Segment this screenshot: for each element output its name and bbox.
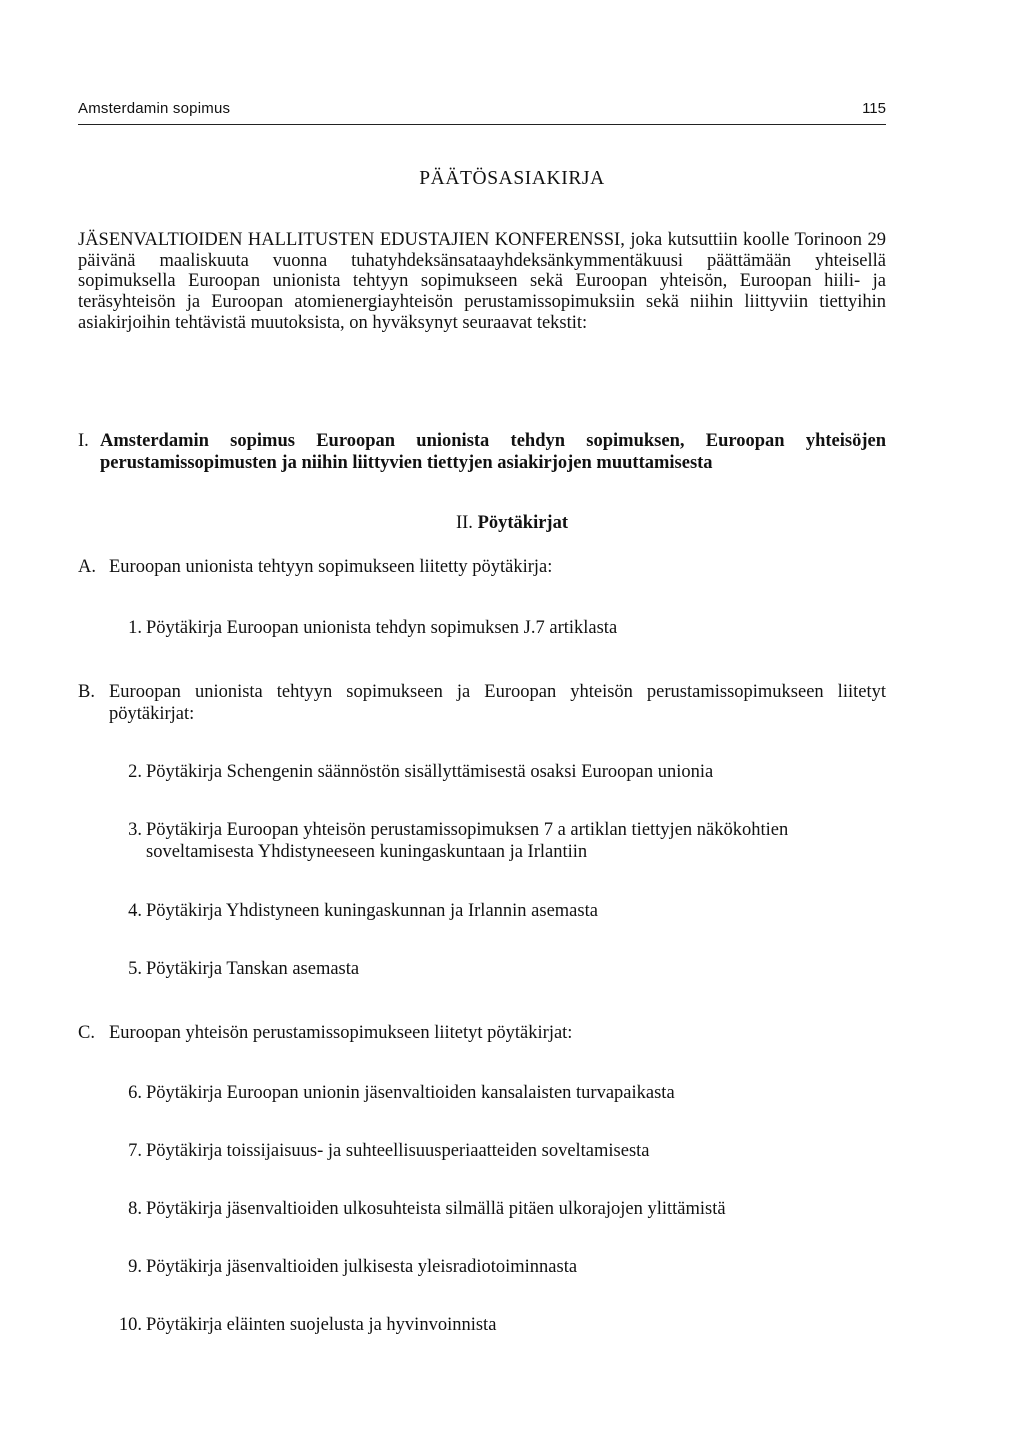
section-i bbox=[78, 430, 886, 474]
section-ii-number: II. bbox=[455, 513, 473, 533]
group-text: Euroopan unionista tehtyyn sopimukseen ja Euroopan yhteisön perustamissopimukseen liitetyt pöytäkirjat: bbox=[109, 682, 886, 724]
list-item-1 bbox=[110, 617, 886, 639]
item-text: Pöytäkirja Euroopan yhteisön perustamissopimuksen 7 a artiklan tiettyjen näkökohtien soveltamisesta Yhdistyneeseen kuningaskuntaan ja Irlantiin bbox=[146, 820, 789, 862]
running-header bbox=[78, 94, 886, 125]
document-title: PÄÄTÖSASIAKIRJA bbox=[419, 168, 605, 189]
section-ii-title: Pöytäkirjat bbox=[477, 513, 568, 533]
list-item-7 bbox=[110, 1140, 886, 1162]
item-number: 1. bbox=[128, 618, 142, 638]
item-text: Pöytäkirja Yhdistyneen kuningaskunnan ja Irlannin asemasta bbox=[146, 901, 598, 921]
item-number: 6. bbox=[128, 1083, 142, 1103]
item-text: Pöytäkirja Tanskan asemasta bbox=[146, 959, 360, 979]
item-text: Pöytäkirja toissijaisuus- ja suhteellisuusperiaatteiden soveltamisesta bbox=[146, 1141, 650, 1161]
list-item-4 bbox=[110, 900, 886, 922]
item-text: Pöytäkirja jäsenvaltioiden julkisesta yleisradiotoiminnasta bbox=[146, 1257, 578, 1277]
item-text: Pöytäkirja Euroopan unionista tehdyn sopimuksen J.7 artiklasta bbox=[146, 618, 618, 638]
list-item-2 bbox=[110, 761, 886, 783]
group-letter: B. bbox=[78, 682, 95, 702]
list-item-9 bbox=[110, 1256, 886, 1278]
group-text: Euroopan yhteisön perustamissopimukseen liitetyt pöytäkirjat: bbox=[109, 1023, 573, 1043]
item-number: 3. bbox=[128, 820, 142, 840]
list-item-5 bbox=[110, 958, 886, 980]
item-number: 9. bbox=[128, 1257, 142, 1277]
section-i-number: I. bbox=[78, 431, 89, 451]
item-number: 4. bbox=[128, 901, 142, 921]
group-letter: C. bbox=[78, 1023, 95, 1043]
group-c bbox=[78, 1022, 886, 1044]
list-item-8 bbox=[110, 1198, 886, 1220]
item-number: 5. bbox=[128, 959, 142, 979]
group-b bbox=[78, 681, 886, 725]
list-item-3 bbox=[110, 819, 886, 863]
item-number: 2. bbox=[128, 762, 142, 782]
list-item-10 bbox=[110, 1314, 886, 1336]
group-a bbox=[78, 556, 886, 578]
item-text: Pöytäkirja Schengenin säännöstön sisällyttämisestä osaksi Euroopan unionia bbox=[146, 762, 714, 782]
item-number: 8. bbox=[128, 1199, 142, 1219]
page-number: 115 bbox=[862, 100, 886, 117]
item-number: 10. bbox=[118, 1315, 142, 1335]
group-letter: A. bbox=[78, 557, 96, 577]
intro-paragraph: JÄSENVALTIOIDEN HALLITUSTEN EDUSTAJIEN KONFERENSSI, joka kutsuttiin koolle Torinoon 29 päivänä maaliskuuta vuonna tuhatyhdeksänsataayhdeksänkymmentäkuusi päättämään yhteisellä sopimuksella Euroopan unionista tehtyyn sopimukseen sekä Euroopan yhteisön, Euroopan hiili- ja teräsyhteisön ja Euroopan atomienergiayhteisön perustamissopimuksiin sekä niihin liittyviin tiettyihin asiakirjoihin tehtävistä muutoksista, on hyväksynyt seuraavat tekstit: bbox=[78, 230, 886, 333]
running-title: Amsterdamin sopimus bbox=[78, 100, 231, 117]
section-ii-heading bbox=[0, 513, 1024, 534]
item-text: Pöytäkirja eläinten suojelusta ja hyvinvoinnista bbox=[146, 1315, 497, 1335]
list-item-6 bbox=[110, 1082, 886, 1104]
item-text: Pöytäkirja jäsenvaltioiden ulkosuhteista silmällä pitäen ulkorajojen ylittämistä bbox=[146, 1199, 726, 1219]
item-number: 7. bbox=[128, 1141, 142, 1161]
group-text: Euroopan unionista tehtyyn sopimukseen liitetty pöytäkirja: bbox=[109, 557, 553, 577]
section-i-text: Amsterdamin sopimus Euroopan unionista tehdyn sopimuksen, Euroopan yhteisöjen perustamissopimusten ja niihin liittyvien tiettyjen asiakirjojen muuttamisesta bbox=[100, 431, 886, 473]
item-text: Pöytäkirja Euroopan unionin jäsenvaltioiden kansalaisten turvapaikasta bbox=[146, 1083, 675, 1103]
